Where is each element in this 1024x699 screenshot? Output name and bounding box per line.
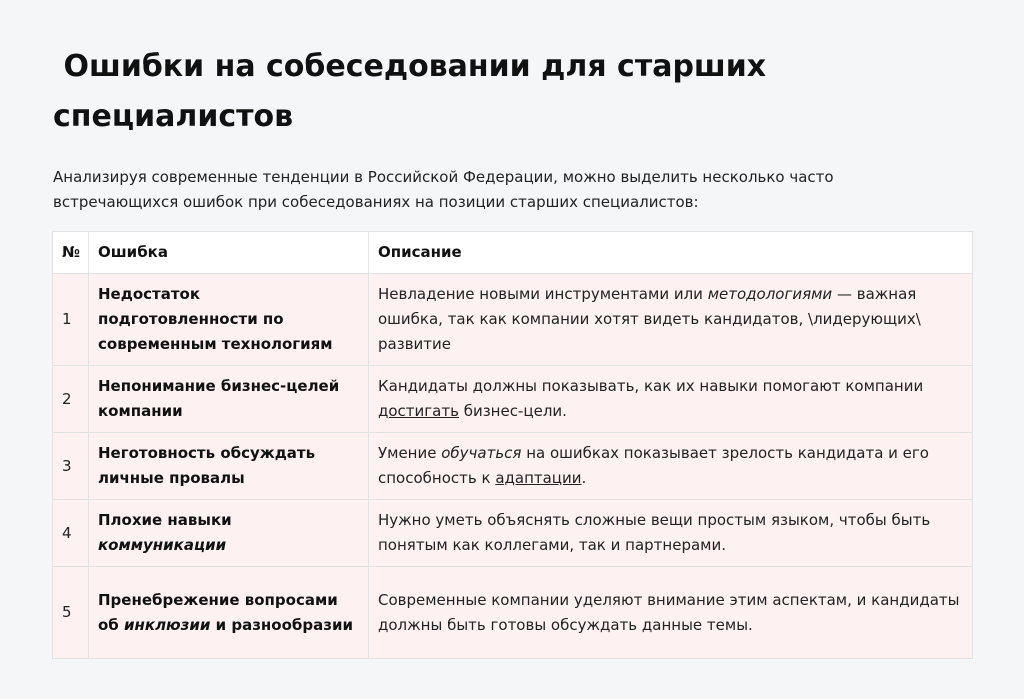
header-description: Описание [369,232,973,274]
error-title: Недостаток подготовленности по современным технологиям [89,274,369,366]
error-title [89,500,369,567]
description-text-segment: Кандидаты должны показывать, как их навыки помогают компании [378,377,924,395]
row-number: 5 [53,567,89,659]
table-row [53,366,973,433]
error-title [89,567,369,659]
description-text-segment: Современные компании уделяют внимание этим аспектам, и кандидаты должны быть готовы обсуждать данные темы. [378,590,960,634]
description-text-segment: на ошибках показывает зрелость кандидата и его способность к [378,444,929,487]
error-text-segment: Пренебрежение вопросами об [98,590,338,634]
error-title: Неготовность обсуждать личные провалы [89,433,369,500]
description-text-segment: — важная ошибка, так как компании хотят видеть кандидатов, \лидерующих\ развитие [378,285,921,353]
error-description [369,274,973,366]
description-text-segment: . [581,469,587,487]
error-description [369,433,973,500]
page-title: Ошибки на собеседовании для старших специалистов [53,49,777,134]
italic-text: методологиями [707,285,833,303]
error-description [369,567,973,659]
header-error: Ошибка [89,232,369,274]
error-description [369,366,973,433]
underlined-text: достигать [378,402,459,420]
error-title: Непонимание бизнес-целей компании [89,366,369,433]
table-row [53,433,973,500]
errors-table [52,231,973,659]
description-text-segment: бизнес-цели. [458,402,567,420]
row-number: 2 [53,366,89,433]
intro-paragraph: Анализируя современные тенденции в Российской Федерации, можно выделить несколько часто встречающихся ошибок при собеседованиях на позиции старших специалистов: [53,168,834,211]
table-body [53,274,973,659]
header-number: № [53,232,89,274]
table-row [53,274,973,366]
error-text-segment: коммуникации [98,536,227,554]
error-text-segment: инклюзии [124,615,211,634]
table-header-row [53,232,973,274]
error-description [369,500,973,567]
table-row [53,500,973,567]
error-text-segment: и разнообразии [210,615,353,634]
error-text-segment: Плохие навыки [98,511,232,529]
italic-text: обучаться [441,444,522,462]
row-number: 1 [53,274,89,366]
row-number: 3 [53,433,89,500]
table-row [53,567,973,659]
description-text-segment: Невладение новыми инструментами или [378,285,708,303]
description-text-segment: Нужно уметь объяснять сложные вещи простым языком, чтобы быть понятым как коллегами, так и партнерами. [378,511,931,554]
row-number: 4 [53,500,89,567]
description-text-segment: Умение [378,444,442,462]
underlined-text: адаптации [495,469,582,487]
